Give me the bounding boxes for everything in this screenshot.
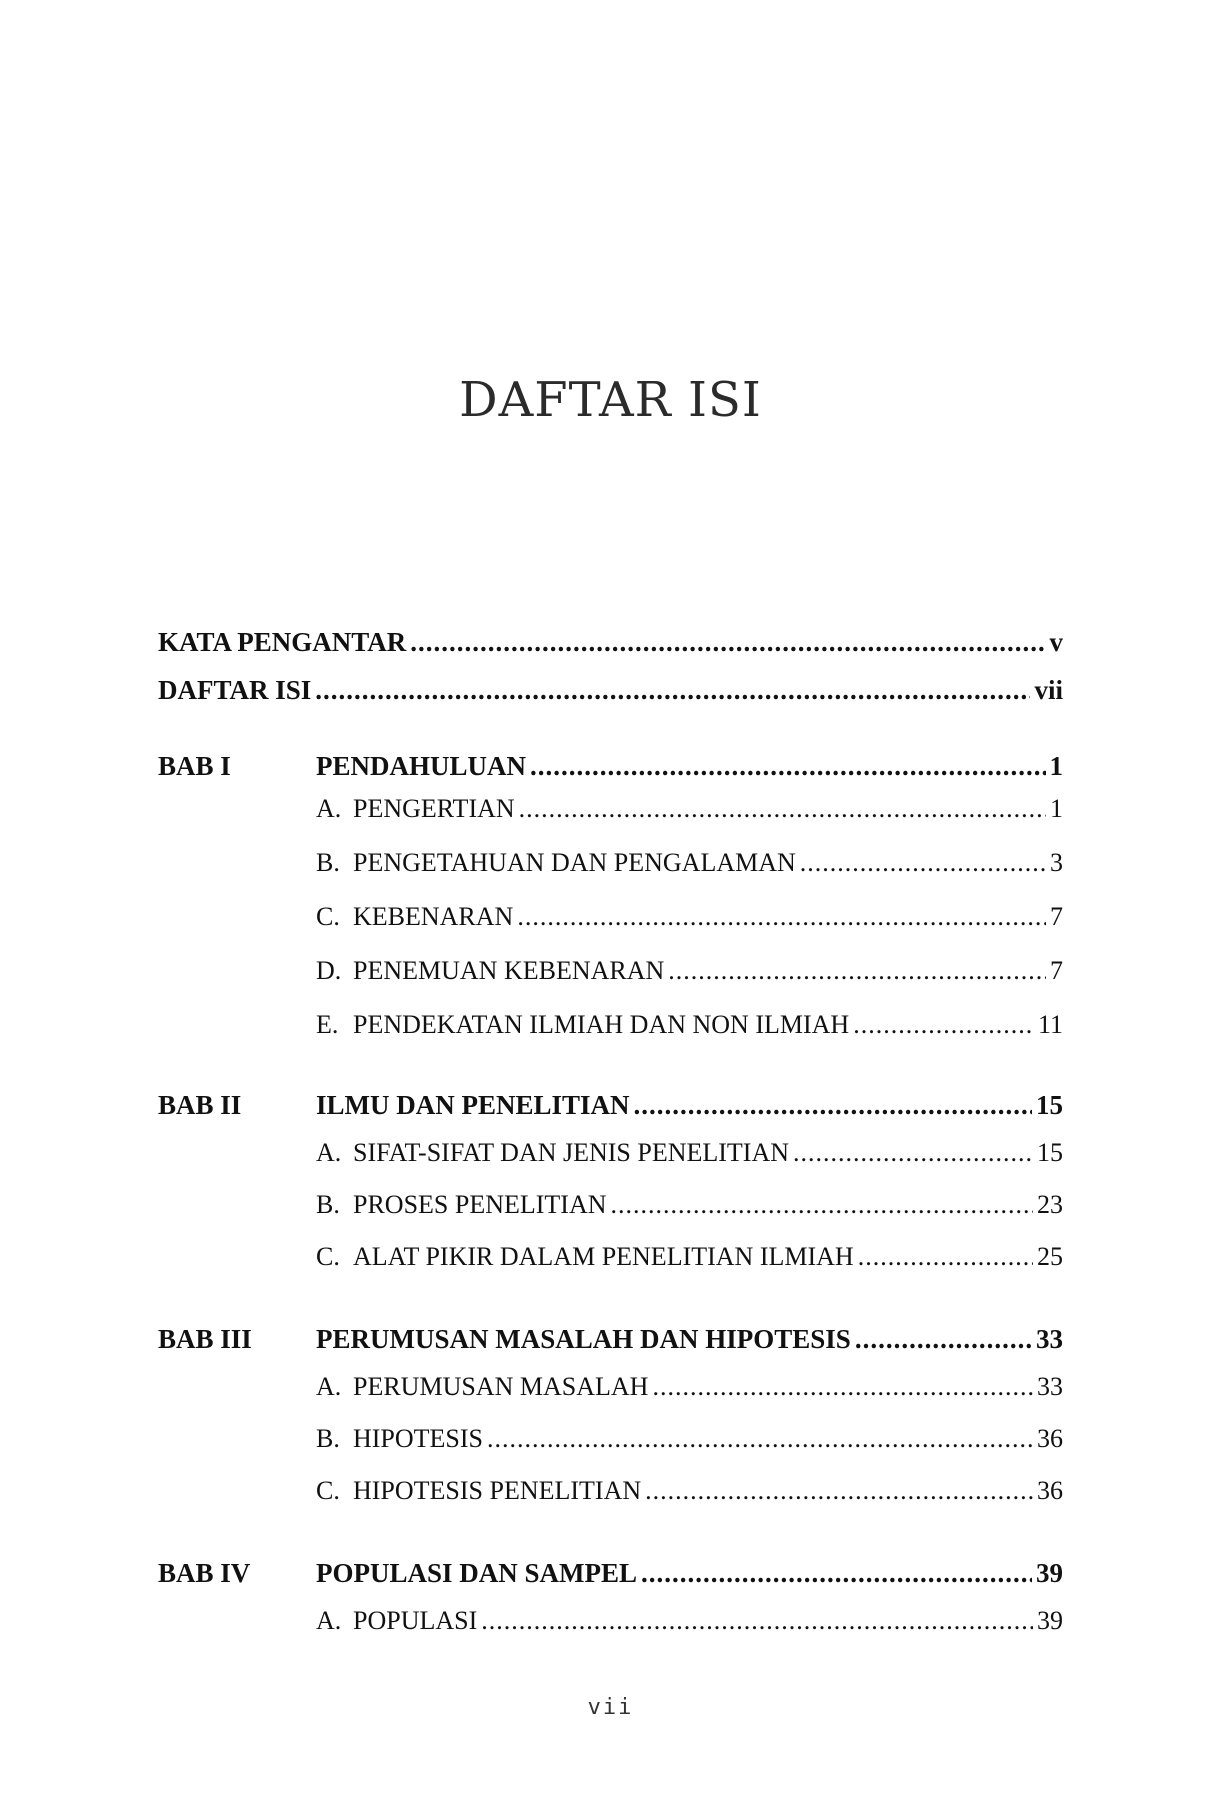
section-letter: A. [316, 1606, 342, 1635]
section-title: PENDEKATAN ILMIAH DAN NON ILMIAH [353, 1010, 850, 1039]
section-title: HIPOTESIS [353, 1424, 484, 1453]
toc-entry-section[interactable] [316, 953, 1063, 989]
dot-leader [652, 1369, 1033, 1405]
section-page: 3 [1050, 848, 1063, 877]
toc-entry-section[interactable] [316, 1239, 1063, 1275]
toc-entry-section[interactable] [316, 1135, 1063, 1171]
section-page: 1 [1050, 794, 1063, 823]
chapter-number: BAB IV [158, 1558, 251, 1588]
section-page: 36 [1037, 1424, 1063, 1453]
section-letter: B. [316, 1190, 340, 1219]
section-letter: A. [316, 1372, 342, 1401]
dot-leader [668, 953, 1046, 989]
dot-leader [634, 1087, 1032, 1123]
toc-entry-section[interactable] [316, 899, 1063, 935]
toc-entry-section[interactable] [316, 845, 1063, 881]
toc-entry-section[interactable] [316, 791, 1063, 827]
dot-leader [793, 1135, 1033, 1171]
section-letter: A. [316, 1138, 342, 1167]
chapter-title: POPULASI DAN SAMPEL [316, 1558, 638, 1588]
dot-leader [530, 748, 1045, 784]
chapter-number: BAB III [158, 1324, 252, 1354]
section-page: 23 [1037, 1190, 1063, 1219]
toc-entry-label: KATA PENGANTAR [158, 627, 407, 657]
toc-entry-section[interactable] [316, 1187, 1063, 1223]
toc-entry-chapter[interactable] [316, 748, 1063, 784]
dot-leader [611, 1187, 1033, 1223]
dot-leader [481, 1603, 1033, 1639]
section-title: PERUMUSAN MASALAH [353, 1372, 649, 1401]
section-letter: E. [316, 1010, 339, 1039]
section-letter: D. [316, 956, 342, 985]
chapter-number: BAB I [158, 751, 231, 781]
chapter-number: BAB II [158, 1090, 242, 1120]
section-title: PENGETAHUAN DAN PENGALAMAN [353, 848, 796, 877]
dot-leader [519, 791, 1046, 827]
toc-entry-page: vii [1034, 675, 1063, 705]
chapter-title: PERUMUSAN MASALAH DAN HIPOTESIS [316, 1324, 851, 1354]
section-page: 15 [1037, 1138, 1063, 1167]
chapter-title: PENDAHULUAN [316, 751, 527, 781]
toc-entry-chapter[interactable] [316, 1555, 1063, 1591]
chapter-page: 39 [1036, 1558, 1063, 1588]
section-title: HIPOTESIS PENELITIAN [353, 1476, 642, 1505]
toc-entry-section[interactable] [316, 1603, 1063, 1639]
chapter-page: 1 [1049, 751, 1063, 781]
section-letter: B. [316, 848, 340, 877]
section-letter: C. [316, 1242, 340, 1271]
section-letter: C. [316, 902, 340, 931]
section-letter: A. [316, 794, 342, 823]
toc-entry-chapter[interactable] [316, 1087, 1063, 1123]
section-page: 7 [1050, 956, 1063, 985]
toc-entry-chapter[interactable] [316, 1321, 1063, 1357]
section-title: KEBENARAN [353, 902, 514, 931]
section-letter: C. [316, 1476, 340, 1505]
footer-page-number: vii [587, 1695, 634, 1720]
dot-leader [645, 1473, 1033, 1509]
section-page: 11 [1037, 1010, 1063, 1039]
toc-entry-label: DAFTAR ISI [158, 675, 312, 705]
chapter-page: 15 [1036, 1090, 1063, 1120]
toc-entry-daftar-isi[interactable] [158, 672, 1063, 708]
section-page: 25 [1037, 1242, 1063, 1271]
section-title: POPULASI [353, 1606, 478, 1635]
toc-entry-kata-pengantar[interactable] [158, 624, 1063, 660]
section-page: 36 [1037, 1476, 1063, 1505]
toc-entry-page: v [1049, 627, 1063, 657]
dot-leader [641, 1555, 1032, 1591]
page-title: DAFTAR ISI [459, 372, 762, 429]
section-page: 7 [1050, 902, 1063, 931]
section-title: ALAT PIKIR DALAM PENELITIAN ILMIAH [353, 1242, 854, 1271]
section-page: 39 [1037, 1606, 1063, 1635]
dot-leader [800, 845, 1046, 881]
dot-leader [853, 1007, 1034, 1043]
section-title: PENEMUAN KEBENARAN [353, 956, 665, 985]
toc-entry-section[interactable] [316, 1421, 1063, 1457]
dot-leader [487, 1421, 1033, 1457]
dot-leader [517, 899, 1046, 935]
chapter-page: 33 [1036, 1324, 1063, 1354]
toc-entry-section[interactable] [316, 1369, 1063, 1405]
dot-leader [315, 672, 1030, 708]
toc-entry-section[interactable] [316, 1473, 1063, 1509]
toc-entry-section[interactable] [316, 1007, 1063, 1043]
section-letter: B. [316, 1424, 340, 1453]
dot-leader [858, 1239, 1033, 1275]
section-page: 33 [1037, 1372, 1063, 1401]
dot-leader [855, 1321, 1032, 1357]
section-title: PENGERTIAN [353, 794, 515, 823]
section-title: PROSES PENELITIAN [353, 1190, 607, 1219]
chapter-title: ILMU DAN PENELITIAN [316, 1090, 630, 1120]
section-title: SIFAT-SIFAT DAN JENIS PENELITIAN [353, 1138, 790, 1167]
dot-leader [410, 624, 1045, 660]
